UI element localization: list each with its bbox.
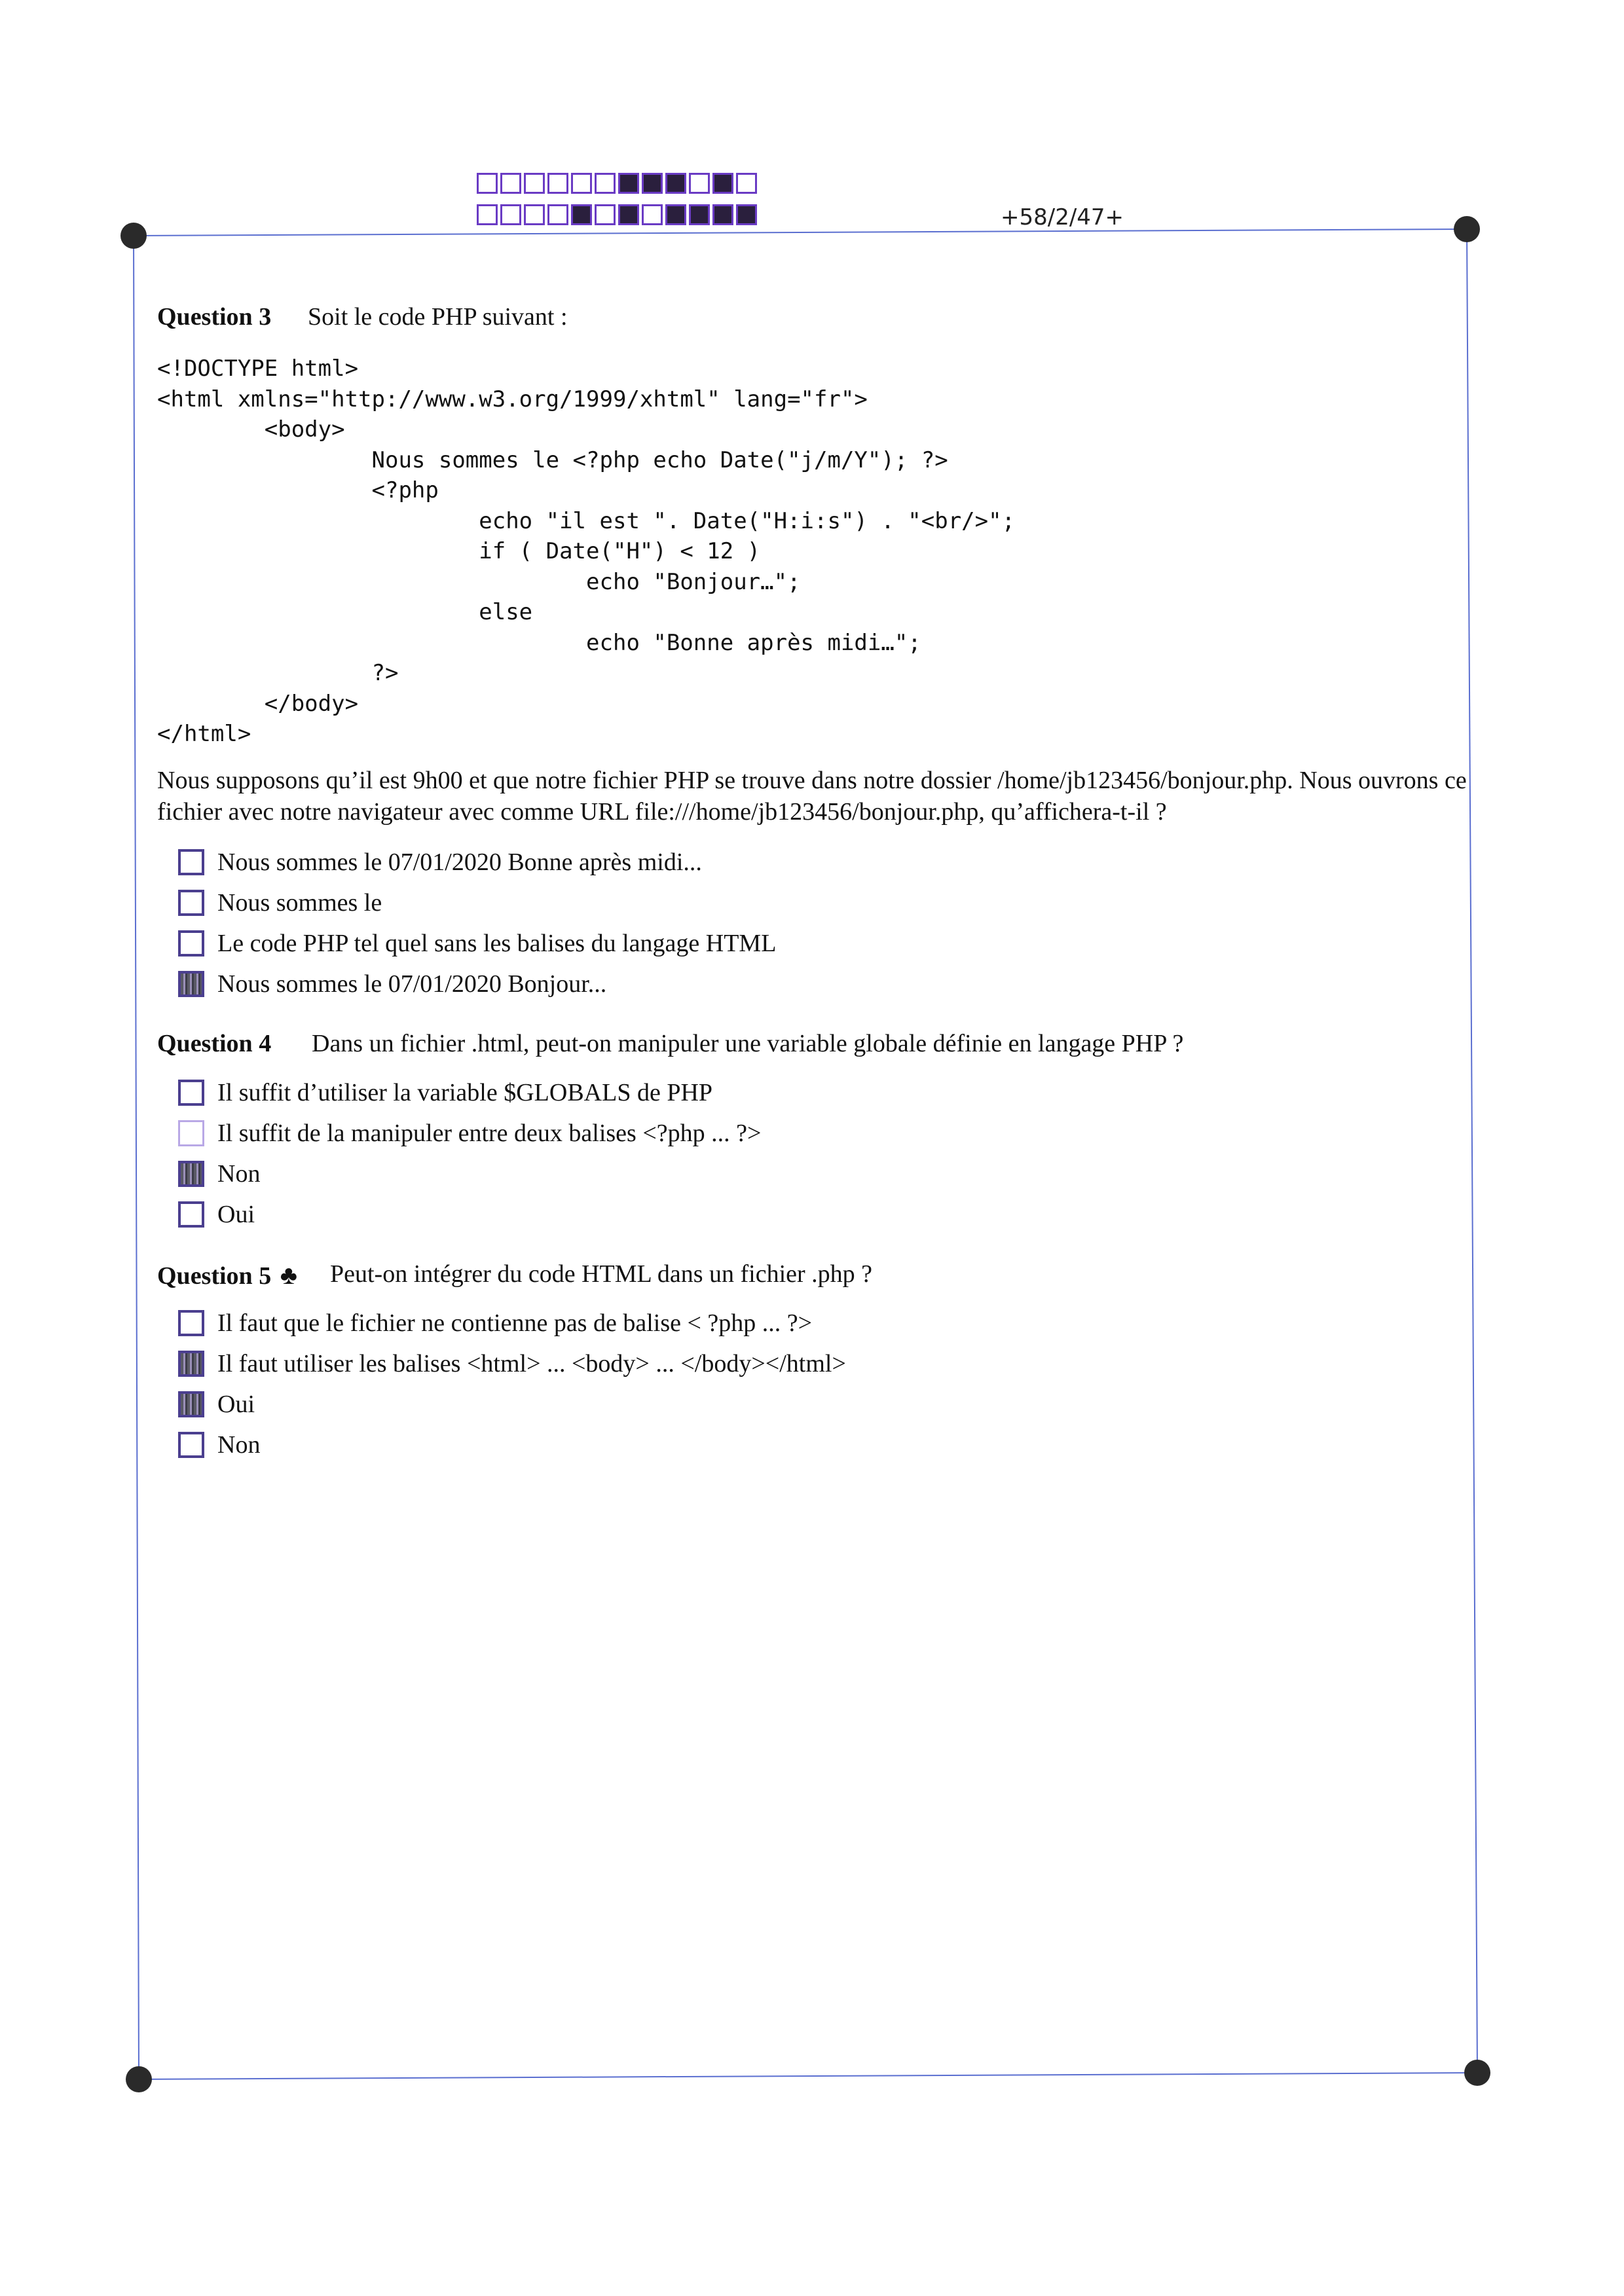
question-5-text: Peut-on intégrer du code HTML dans un fichier .php ?	[330, 1260, 873, 1288]
question-5-label: Question 5	[157, 1262, 272, 1290]
barcode-cell-empty	[547, 173, 568, 194]
barcode-cell-empty	[500, 204, 521, 225]
answer-label: Nous sommes le	[217, 889, 382, 917]
barcode-cell-empty	[595, 173, 616, 194]
barcode-cell-filled	[736, 204, 757, 225]
barcode-cell-empty	[642, 204, 663, 225]
checkbox-checked[interactable]	[178, 1351, 204, 1377]
club-icon: ♣	[280, 1260, 297, 1290]
barcode-cell-empty	[477, 204, 498, 225]
checkbox-checked[interactable]	[178, 1161, 204, 1187]
answer-label: Non	[217, 1431, 261, 1459]
barcode-cell-empty	[500, 173, 521, 194]
q4-answer-1[interactable]	[178, 1078, 712, 1108]
checkbox-checked[interactable]	[178, 971, 204, 997]
q3-answer-4[interactable]	[178, 969, 606, 999]
page-id: +58/2/47+	[1001, 204, 1124, 230]
corner-mark-top-left	[120, 223, 147, 249]
corner-mark-bottom-right	[1464, 2060, 1490, 2086]
barcode-cell-filled	[689, 204, 710, 225]
checkbox-checked[interactable]	[178, 1391, 204, 1417]
checkbox[interactable]	[178, 1120, 204, 1146]
corner-mark-top-right	[1454, 216, 1480, 242]
checkbox[interactable]	[178, 849, 204, 875]
barcode-cell-filled	[712, 173, 733, 194]
q4-answer-2[interactable]	[178, 1118, 761, 1148]
q5-answer-1[interactable]	[178, 1308, 812, 1338]
barcode-cell-filled	[712, 204, 733, 225]
checkbox[interactable]	[178, 1432, 204, 1458]
q5-answer-4[interactable]	[178, 1430, 260, 1460]
barcode-cell-empty	[736, 173, 757, 194]
barcode-cell-filled	[618, 204, 639, 225]
barcode-cell-empty	[524, 204, 545, 225]
answer-label: Il suffit d’utiliser la variable $GLOBALS de PHP	[217, 1079, 713, 1106]
barcode-cell-filled	[618, 173, 639, 194]
question-4-text: Dans un fichier .html, peut-on manipuler une variable globale définie en langage PHP ?	[312, 1030, 1184, 1057]
answer-label: Nous sommes le 07/01/2020 Bonjour...	[217, 970, 607, 998]
answer-label: Non	[217, 1160, 261, 1188]
checkbox[interactable]	[178, 890, 204, 916]
barcode-cell-empty	[547, 204, 568, 225]
checkbox[interactable]	[178, 1310, 204, 1336]
corner-mark-bottom-left	[126, 2066, 152, 2092]
question-3-heading	[157, 302, 568, 331]
answer-label: Oui	[217, 1391, 255, 1418]
question-3-paragraph: Nous supposons qu’il est 9h00 et que notre fichier PHP se trouve dans notre dossier /home/jb123456/bonjour.php. Nous ouvrons ce fichier avec notre navigateur avec comme URL file:///home/jb123456/bonjour.php, qu’affichera-t-il ?	[157, 767, 1467, 826]
checkbox[interactable]	[178, 930, 204, 957]
barcode-cell-filled	[665, 173, 686, 194]
barcode-cell-empty	[595, 204, 616, 225]
barcode-cell-filled	[665, 204, 686, 225]
answer-label: Nous sommes le 07/01/2020 Bonne après midi...	[217, 848, 702, 876]
question-4-heading	[157, 1029, 1184, 1058]
checkbox[interactable]	[178, 1080, 204, 1106]
question-4-label: Question 4	[157, 1030, 272, 1057]
barcode-cell-filled	[571, 204, 592, 225]
q3-answer-1[interactable]	[178, 847, 702, 877]
barcode-cell-filled	[642, 173, 663, 194]
answer-label: Oui	[217, 1201, 255, 1228]
q5-answer-3[interactable]	[178, 1389, 255, 1419]
question-3-text: Soit le code PHP suivant :	[308, 303, 568, 331]
q4-answer-4[interactable]	[178, 1199, 255, 1230]
answer-label: Il faut que le fichier ne contienne pas de balise < ?php ... ?>	[217, 1309, 813, 1337]
barcode-row-bottom	[477, 204, 757, 225]
q3-answer-2[interactable]	[178, 888, 382, 918]
barcode-cell-empty	[524, 173, 545, 194]
question-3-label: Question 3	[157, 303, 272, 331]
answer-label: Il faut utiliser les balises <html> ... <body> ... </body></html>	[217, 1350, 846, 1377]
q3-answer-3[interactable]	[178, 928, 776, 958]
barcode-cell-empty	[689, 173, 710, 194]
answer-label: Il suffit de la manipuler entre deux balises <?php ... ?>	[217, 1120, 762, 1147]
barcode-row-top	[477, 173, 757, 194]
answer-label: Le code PHP tel quel sans les balises du langage HTML	[217, 930, 777, 957]
barcode-cell-empty	[477, 173, 498, 194]
q5-answer-2[interactable]	[178, 1349, 846, 1379]
php-code-block: <!DOCTYPE html> <html xmlns="http://www.w3.org/1999/xhtml" lang="fr"> <body> Nous sommes le <?php echo Date("j/m/Y"); ?> <?php echo "il est ". Date("H:i:s") . "<br/>"; if ( Date("H") < 12 ) echo "Bonjour…"; else echo "Bonne après midi…"; ?> </body> </html>	[157, 355, 1016, 747]
q4-answer-3[interactable]	[178, 1159, 260, 1189]
question-5-heading	[157, 1260, 873, 1290]
checkbox[interactable]	[178, 1201, 204, 1228]
barcode-cell-empty	[571, 173, 592, 194]
